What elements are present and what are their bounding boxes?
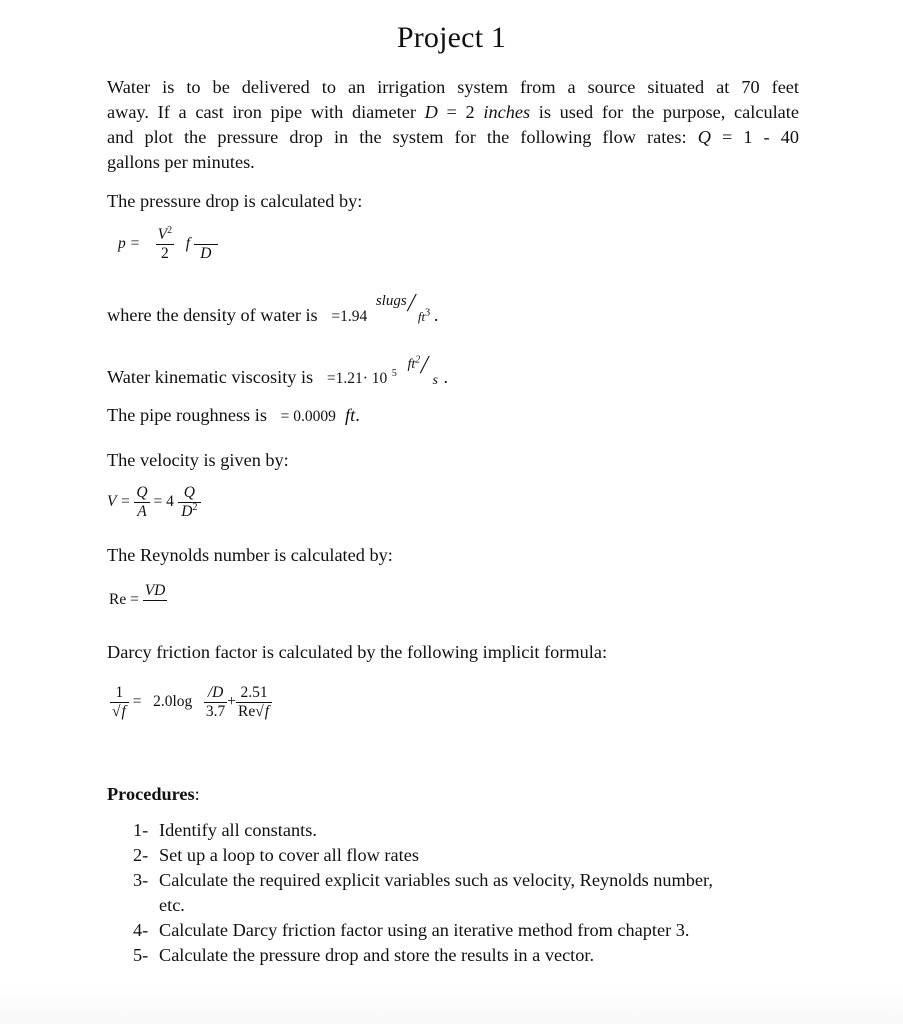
intro-line-2-text: away. If a cast iron pipe with diameter bbox=[107, 102, 416, 122]
list-number: 4- bbox=[133, 920, 149, 940]
intro-line-2 bbox=[107, 100, 799, 125]
density-value: =1.94 bbox=[331, 308, 368, 325]
relative-roughness: /D bbox=[204, 684, 227, 703]
viscosity-exponent: 5 bbox=[391, 367, 397, 379]
ft2-unit bbox=[407, 353, 420, 377]
v-symbol: V bbox=[157, 226, 168, 243]
list-item bbox=[133, 818, 803, 843]
page-title: Project 1 bbox=[396, 21, 507, 54]
viscosity-period: . bbox=[443, 367, 449, 387]
fraction-over-d bbox=[194, 226, 218, 263]
d2-symbol bbox=[178, 503, 201, 521]
fraction-eps-over-37 bbox=[204, 684, 227, 721]
equals-sign: = bbox=[132, 693, 142, 711]
fraction-251-over-re-sqrt-f bbox=[236, 684, 272, 721]
intro-line-4: gallons per minutes. bbox=[107, 152, 255, 172]
fraction-q-over-a bbox=[134, 484, 149, 521]
density-period: . bbox=[433, 305, 439, 325]
formula-lhs: V = bbox=[107, 493, 131, 511]
numerator-1: 1 bbox=[110, 684, 129, 703]
fraction-1-over-sqrt-f bbox=[110, 684, 129, 721]
list-text: Calculate the pressure drop and store the results in a vector. bbox=[159, 945, 595, 965]
viscosity-units bbox=[401, 350, 443, 388]
velocity-formula bbox=[107, 484, 201, 521]
re-sqrt-f: Re√f bbox=[238, 703, 270, 720]
plus-sign: + bbox=[227, 693, 237, 711]
ft-text: ft bbox=[407, 357, 416, 372]
reynolds-formula bbox=[109, 582, 167, 619]
list-text: Calculate Darcy friction factor using an iterative method from chapter 3. bbox=[159, 920, 690, 940]
formula-lhs: p = bbox=[118, 235, 141, 253]
ft-exponent: 3 bbox=[425, 307, 431, 319]
formula-lhs: Re = bbox=[109, 591, 139, 609]
intro-line-1: Water is to be delivered to an irrigation system from a source situated at 70 feet bbox=[107, 77, 799, 97]
list-item-continuation: etc. bbox=[159, 895, 185, 915]
q-symbol: Q bbox=[136, 484, 148, 501]
equals-four: = 4 bbox=[153, 493, 174, 511]
viscosity-row bbox=[107, 350, 449, 391]
denominator-3-7: 3.7 bbox=[205, 703, 226, 720]
d-symbol: D bbox=[200, 245, 212, 262]
flow-symbol: Q bbox=[697, 127, 711, 147]
diameter-value: = 2 bbox=[437, 102, 484, 122]
intro-line-2-tail: is used for the purpose, calculate bbox=[530, 102, 799, 122]
ft3-unit bbox=[418, 305, 430, 329]
re-text: Re bbox=[238, 703, 256, 720]
list-number: 5- bbox=[133, 945, 149, 965]
intro-paragraph bbox=[107, 75, 799, 175]
diameter-units: inches bbox=[483, 102, 531, 122]
pressure-drop-formula bbox=[118, 226, 218, 263]
density-units bbox=[372, 288, 434, 324]
diameter-symbol: D bbox=[424, 102, 438, 122]
list-number: 2- bbox=[133, 845, 149, 865]
roughness-row bbox=[107, 403, 360, 429]
empty-numerator bbox=[194, 226, 218, 245]
density-label: where the density of water is bbox=[107, 305, 318, 325]
intro-line-3-text: and plot the pressure drop in the system for the following flow rates: bbox=[107, 127, 687, 147]
d-text: D bbox=[181, 503, 193, 520]
roughness-unit: ft bbox=[345, 405, 356, 425]
a-symbol: A bbox=[137, 503, 147, 520]
vd-symbol: VD bbox=[144, 582, 166, 599]
roughness-value: = 0.0009 bbox=[280, 408, 336, 425]
roughness-period: . bbox=[355, 405, 360, 425]
v-exponent: 2 bbox=[167, 224, 173, 236]
procedures-colon: : bbox=[194, 784, 200, 804]
pressure-drop-label: The pressure drop is calculated by: bbox=[107, 191, 363, 211]
fraction-q-over-d2 bbox=[178, 484, 201, 521]
procedures-title: Procedures bbox=[107, 784, 195, 804]
q-symbol: Q bbox=[178, 484, 201, 503]
viscosity-label: Water kinematic viscosity is bbox=[107, 367, 314, 387]
darcy-formula bbox=[110, 684, 272, 721]
log-coefficient: 2.0log bbox=[153, 693, 193, 711]
fraction-v2-over-2 bbox=[156, 226, 174, 263]
roughness-label: The pipe roughness is bbox=[107, 405, 267, 425]
density-row bbox=[107, 288, 439, 329]
list-item bbox=[133, 918, 803, 943]
list-item bbox=[133, 868, 803, 893]
f-symbol: f bbox=[121, 703, 126, 720]
slugs-unit: slugs bbox=[375, 293, 407, 309]
f-symbol: f bbox=[185, 235, 190, 253]
viscosity-value: =1.21· 10 bbox=[326, 370, 388, 387]
flow-range: = 1 - 40 bbox=[710, 127, 799, 147]
darcy-label: Darcy friction factor is calculated by the following implicit formula: bbox=[107, 642, 608, 662]
list-item bbox=[133, 843, 803, 868]
denominator-2: 2 bbox=[156, 244, 174, 263]
ft-text: ft bbox=[417, 309, 426, 324]
procedures-heading bbox=[107, 782, 200, 806]
list-item bbox=[133, 943, 803, 968]
list-text: Calculate the required explicit variables such as velocity, Reynolds number, bbox=[159, 870, 713, 890]
s-unit: s bbox=[432, 373, 438, 388]
f-symbol: f bbox=[264, 703, 270, 720]
reynolds-label: The Reynolds number is calculated by: bbox=[107, 545, 393, 565]
fraction-vd bbox=[143, 582, 168, 619]
procedures-list bbox=[133, 818, 803, 968]
sqrt-f: √f bbox=[112, 703, 126, 720]
empty-denominator bbox=[143, 601, 168, 619]
slash-divider: / bbox=[419, 350, 432, 379]
ft-exponent: 2 bbox=[415, 354, 421, 366]
d-exponent: 2 bbox=[192, 501, 198, 513]
list-number: 3- bbox=[133, 870, 149, 890]
list-text: Identify all constants. bbox=[159, 820, 317, 840]
slash-divider: / bbox=[405, 288, 418, 317]
list-number: 1- bbox=[133, 820, 149, 840]
numerator-2-51: 2.51 bbox=[236, 684, 272, 703]
intro-line-3 bbox=[107, 125, 799, 150]
list-text: Set up a loop to cover all flow rates bbox=[159, 845, 419, 865]
velocity-label: The velocity is given by: bbox=[107, 450, 289, 470]
